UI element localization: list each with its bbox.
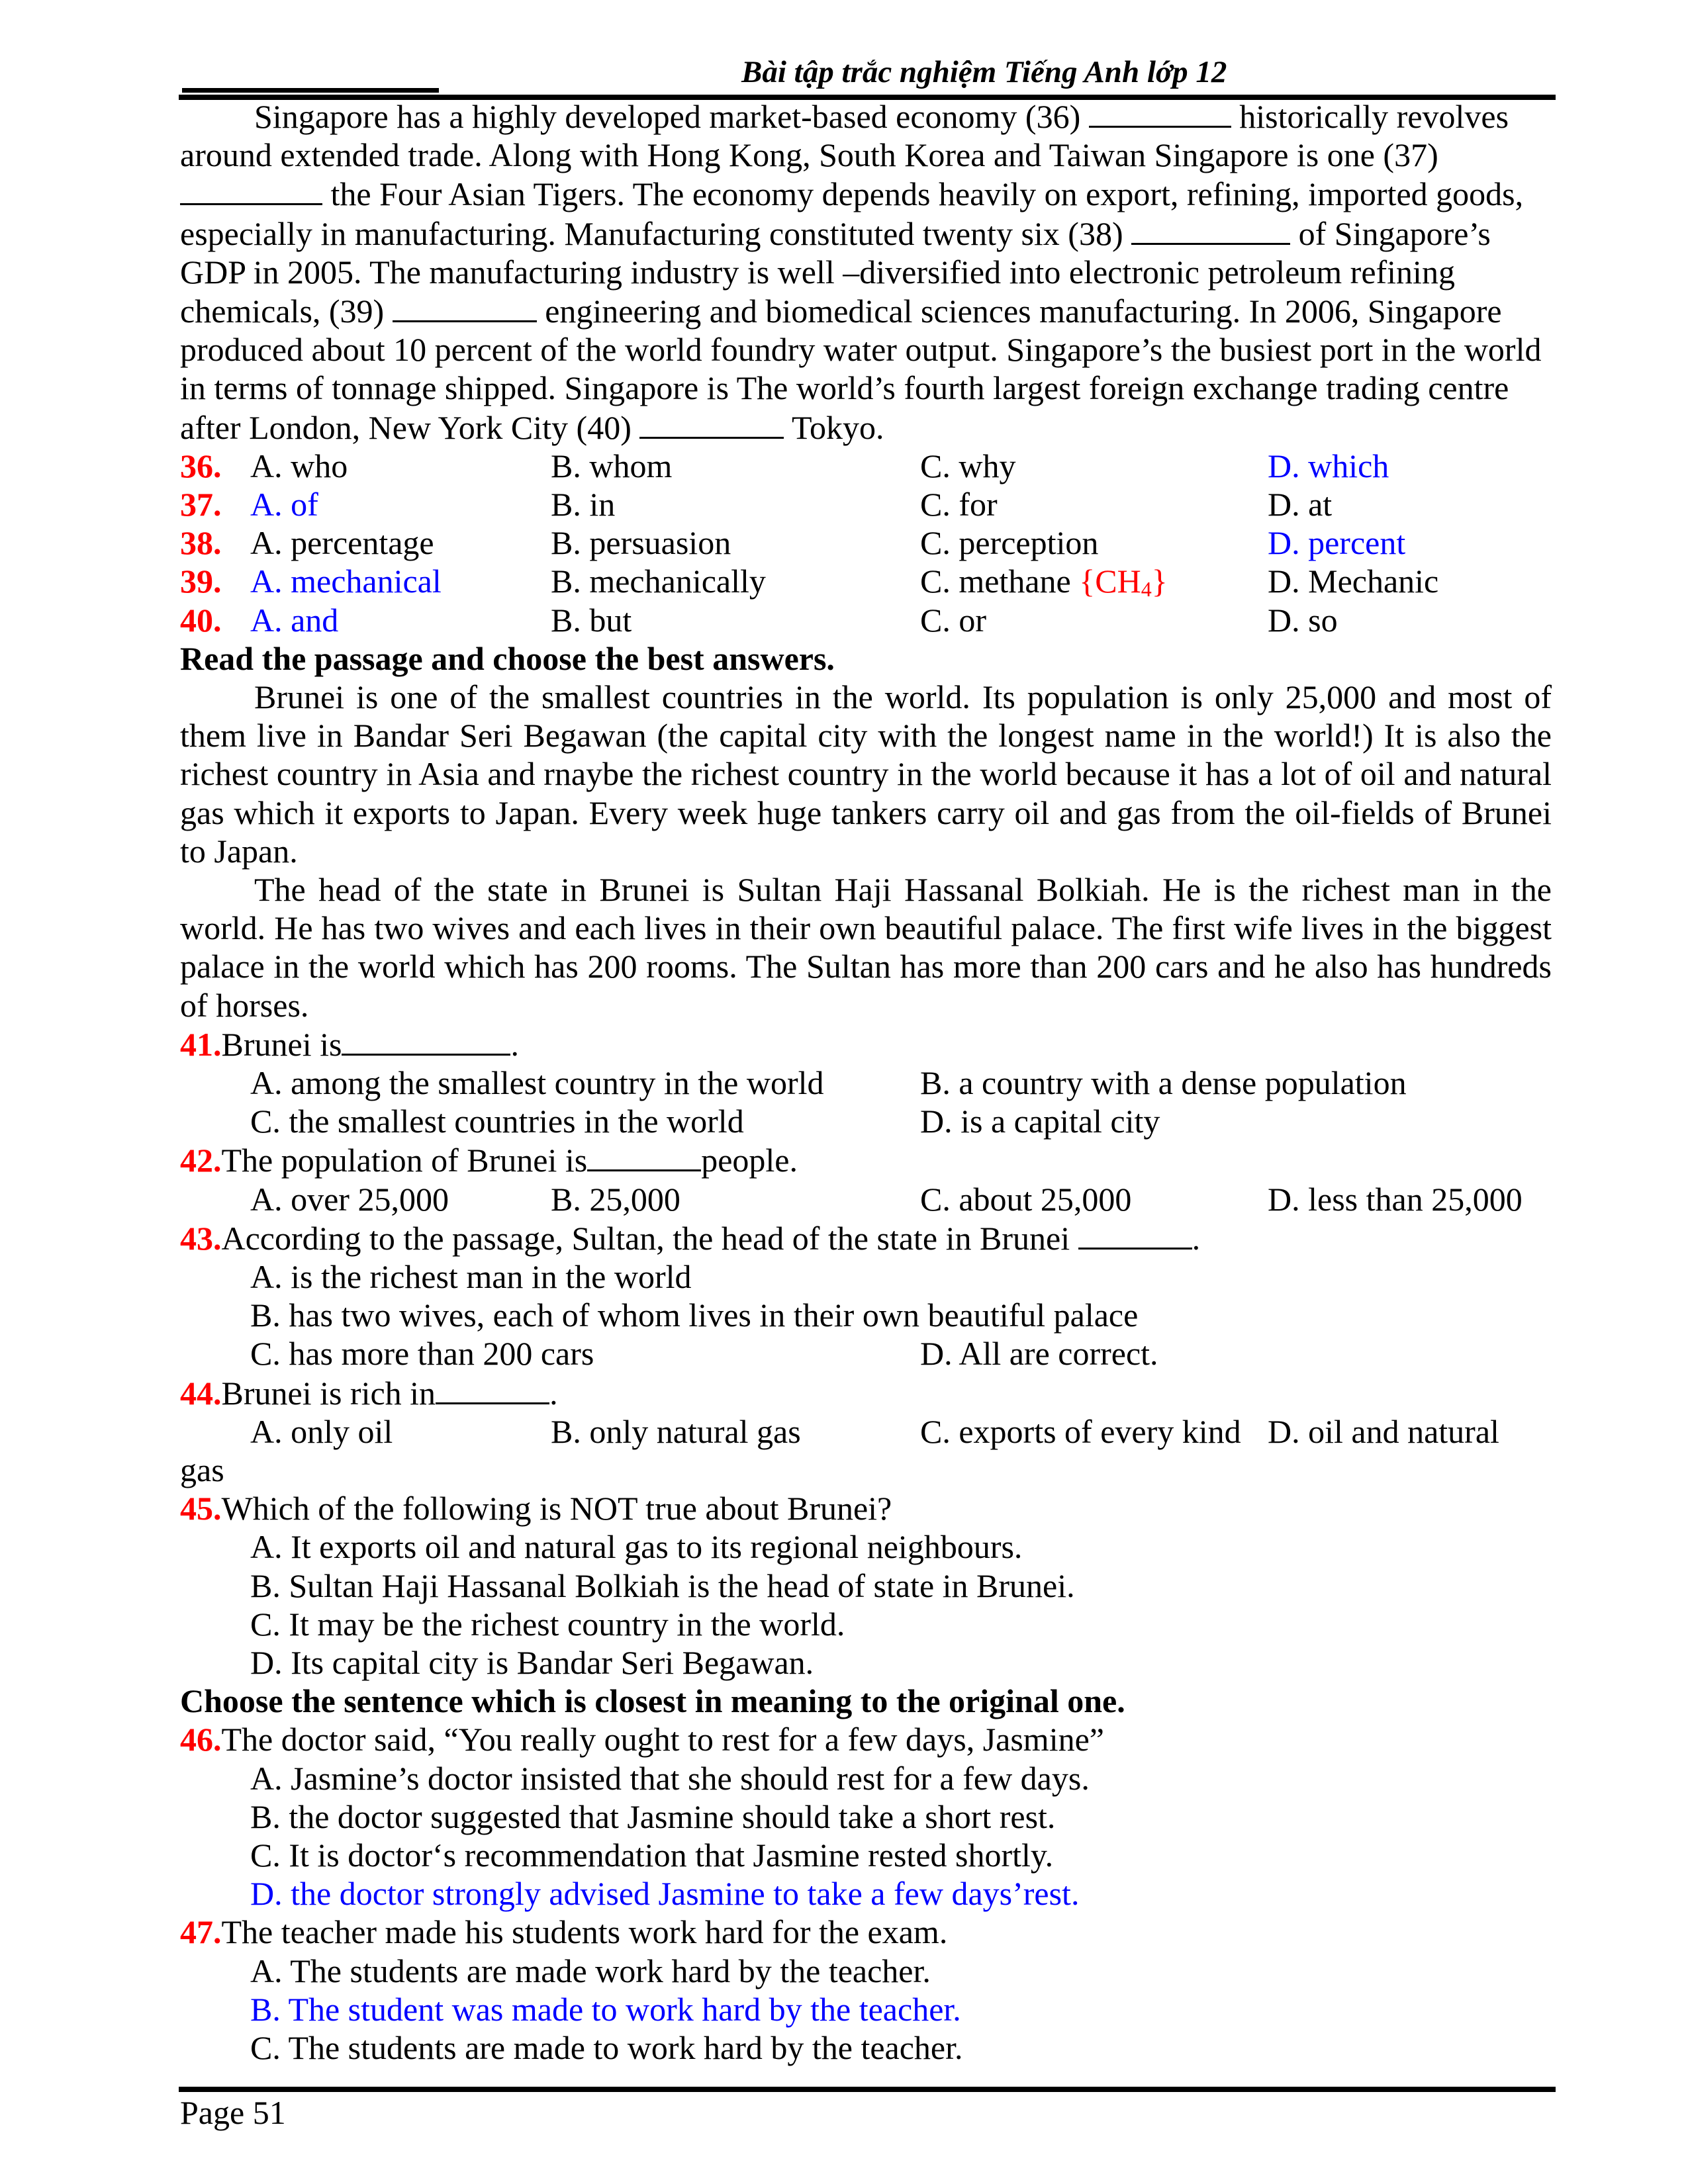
option-a[interactable]: A. over 25,000 (250, 1180, 449, 1218)
option-b[interactable]: B. persuasion (551, 524, 731, 562)
answer-blank (342, 1024, 510, 1056)
question-number: 42. (180, 1142, 222, 1179)
option-c[interactable]: C. The students are made to work hard by the teacher. (250, 2029, 963, 2066)
option-c[interactable]: C. why (920, 447, 1016, 484)
question-43 (180, 1218, 1552, 1257)
question-number: 44. (180, 1374, 222, 1412)
question-stem: The doctor said, “You really ought to rest for a few days, Jasmine” (221, 1721, 1104, 1758)
question-36 (180, 447, 1552, 485)
option-b[interactable]: B. but (551, 601, 632, 639)
question-number: 36. (180, 447, 222, 484)
option-a-answer[interactable]: A. of (250, 486, 318, 523)
question-number: 47. (180, 1913, 222, 1951)
stem-end: . (510, 1025, 519, 1063)
section-instruction: Choose the sentence which is closest in meaning to the original one. (180, 1682, 1125, 1720)
option-c[interactable]: C. or (920, 601, 986, 639)
question-number: 43. (180, 1219, 222, 1257)
option-b[interactable]: B. whom (551, 447, 673, 484)
question-38 (180, 523, 1552, 562)
question-stem: The population of Brunei is (221, 1142, 588, 1179)
option-d[interactable]: D. oil and natural (1268, 1412, 1499, 1450)
formula-subscript: 4 (1141, 577, 1152, 602)
question-40 (180, 601, 1552, 639)
passage-brunei-1: Brunei is one of the smallest countries in the world. Its population is only 25,000 and most of them live in Bandar Seri Begawan (the capital city with the longest name in the world!) It is also the richest country in Asia and rnaybe the richest country in the world because it has a lot of oil and natural gas which it exports to Japan. Every week huge tankers carry oil and gas from the oil-fields of Brunei to Japan. (180, 678, 1552, 870)
option-c[interactable]: C. the smallest countries in the world (250, 1103, 744, 1140)
question-stem: Brunei is (221, 1025, 342, 1063)
option-a[interactable]: A. percentage (250, 524, 434, 562)
question-stem: The teacher made his students work hard for the exam. (221, 1913, 948, 1951)
option-c[interactable]: C. It may be the richest country in the world. (250, 1605, 845, 1643)
option-a[interactable]: A. who (250, 447, 348, 484)
question-45 (180, 1489, 1552, 1527)
question-stem: Brunei is rich in (221, 1374, 436, 1412)
option-b-answer[interactable]: B. The student was made to work hard by the teacher. (250, 1990, 961, 2028)
option-a[interactable]: A. among the smallest country in the world (250, 1064, 824, 1101)
option-b[interactable]: B. the doctor suggested that Jasmine should take a short rest. (250, 1797, 1056, 1835)
passage-singapore (180, 97, 1552, 447)
option-a[interactable]: A. It exports oil and natural gas to its regional neighbours. (250, 1528, 1023, 1566)
option-b[interactable]: B. in (551, 486, 616, 523)
option-d-answer[interactable]: D. percent (1268, 524, 1406, 562)
blank-37 (180, 174, 322, 205)
option-d[interactable]: D. at (1268, 486, 1333, 523)
option-c[interactable] (920, 562, 1168, 600)
option-c[interactable]: C. It is doctor‘s recommendation that Jasmine rested shortly. (250, 1836, 1054, 1874)
option-c[interactable]: C. about 25,000 (920, 1180, 1132, 1218)
q44-options (180, 1412, 1552, 1451)
option-d-wrap: gas (180, 1451, 224, 1488)
question-44 (180, 1373, 1552, 1412)
q43-options-row (180, 1334, 1552, 1373)
option-d[interactable]: D. so (1268, 601, 1338, 639)
passage-text: of Singapore’s GDP in 2005. The manufacturing industry is well –diversified into electronic petroleum refining chemicals, (39) (180, 214, 1491, 330)
formula-text: {CH (1079, 563, 1141, 600)
option-b[interactable]: B. 25,000 (551, 1180, 680, 1218)
question-number: 39. (180, 563, 222, 600)
option-c-text: C. methane (920, 563, 1080, 600)
question-41 (180, 1024, 1552, 1064)
question-39 (180, 562, 1552, 600)
option-b[interactable]: B. mechanically (551, 563, 766, 600)
question-number: 41. (180, 1025, 222, 1063)
question-number: 40. (180, 601, 222, 639)
page-content (180, 97, 1552, 2067)
page-number: Page 51 (180, 2094, 286, 2131)
answer-blank (1078, 1218, 1192, 1250)
stem-end: people. (701, 1142, 798, 1179)
option-b[interactable]: B. only natural gas (551, 1412, 801, 1450)
option-d[interactable]: D. Mechanic (1268, 563, 1439, 600)
question-47 (180, 1913, 1552, 1951)
option-c[interactable]: C. exports of every kind (920, 1412, 1241, 1450)
option-c[interactable]: C. for (920, 486, 998, 523)
question-stem: Which of the following is NOT true about Brunei? (221, 1490, 892, 1527)
question-number: 38. (180, 524, 222, 562)
option-b[interactable]: B. a country with a dense population (920, 1064, 1407, 1101)
option-c[interactable]: C. perception (920, 524, 1099, 562)
question-42 (180, 1140, 1552, 1179)
page-header-title: Bài tập trắc nghiệm Tiếng Anh lớp 12 (741, 55, 1227, 89)
option-d-answer[interactable]: D. which (1268, 447, 1389, 484)
answer-blank (587, 1140, 701, 1171)
blank-40 (639, 408, 784, 439)
option-a[interactable]: A. only oil (250, 1412, 393, 1450)
section-instruction: Read the passage and choose the best answers. (180, 639, 835, 677)
footer-rule (179, 2087, 1556, 2092)
option-d[interactable]: D. Its capital city is Bandar Seri Begawan. (250, 1643, 814, 1681)
passage-text: engineering and biomedical sciences manufacturing. In 2006, Singapore produced about 10 percent of the world foundry water output. Singapore’s the busiest port in the world in terms of tonnage shipped. Singapore is The world’s fourth largest foreign exchange trading centre after London, New York City (40) (180, 293, 1542, 446)
question-37 (180, 485, 1552, 523)
option-d[interactable]: D. All are correct. (920, 1335, 1158, 1373)
option-a-answer[interactable]: A. mechanical (250, 563, 442, 600)
blank-38 (1131, 214, 1290, 245)
question-stem: According to the passage, Sultan, the head of the state in Brunei (221, 1219, 1078, 1257)
stem-end: . (1192, 1219, 1201, 1257)
formula-close: } (1151, 563, 1168, 600)
blank-39 (393, 291, 537, 322)
option-d[interactable]: D. is a capital city (920, 1103, 1160, 1140)
option-b[interactable]: B. has two wives, each of whom lives in their own beautiful palace (250, 1297, 1139, 1334)
option-b[interactable]: B. Sultan Haji Hassanal Bolkiah is the head of state in Brunei. (250, 1567, 1075, 1604)
question-number: 45. (180, 1490, 222, 1527)
option-d-answer[interactable]: D. the doctor strongly advised Jasmine to take a few days’rest. (250, 1875, 1080, 1913)
q41-options-row1 (180, 1064, 1552, 1102)
q42-options (180, 1180, 1552, 1218)
answer-blank (436, 1373, 549, 1404)
passage-text: the Four Asian Tigers. The economy depends heavily on export, refining, imported goods, especially in manufacturing. Manufacturing constituted twenty six (38) (180, 175, 1524, 252)
chemical-formula (1079, 563, 1167, 600)
question-number: 37. (180, 486, 222, 523)
passage-text: Tokyo. (784, 408, 884, 446)
stem-end: . (549, 1374, 558, 1412)
question-46 (180, 1720, 1552, 1758)
option-a[interactable]: A. is the richest man in the world (250, 1257, 692, 1295)
option-c[interactable]: C. has more than 200 cars (250, 1335, 594, 1373)
q41-options-row2 (180, 1102, 1552, 1140)
question-number: 46. (180, 1721, 222, 1758)
passage-text: Singapore has a highly developed market-based economy (36) (254, 98, 1089, 135)
passage-brunei-2: The head of the state in Brunei is Sultan Haji Hassanal Bolkiah. He is the richest man in the world. He has two wives and each lives in their own beautiful palace. The first wife lives in the biggest palace in the world which has 200 rooms. The Sultan has more than 200 cars and he also has hundreds of horses. (180, 870, 1552, 1024)
option-d[interactable]: D. less than 25,000 (1268, 1180, 1523, 1218)
option-a-answer[interactable]: A. and (250, 601, 339, 639)
option-a[interactable]: A. The students are made work hard by the teacher. (250, 1952, 931, 1989)
header-short-rule (182, 88, 439, 93)
option-a[interactable]: A. Jasmine’s doctor insisted that she should rest for a few days. (250, 1759, 1090, 1797)
passage-text: historically revolves around extended trade. Along with Hong Kong, South Korea and Taiwan Singapore is one (37) (180, 98, 1509, 174)
blank-36 (1089, 97, 1231, 128)
